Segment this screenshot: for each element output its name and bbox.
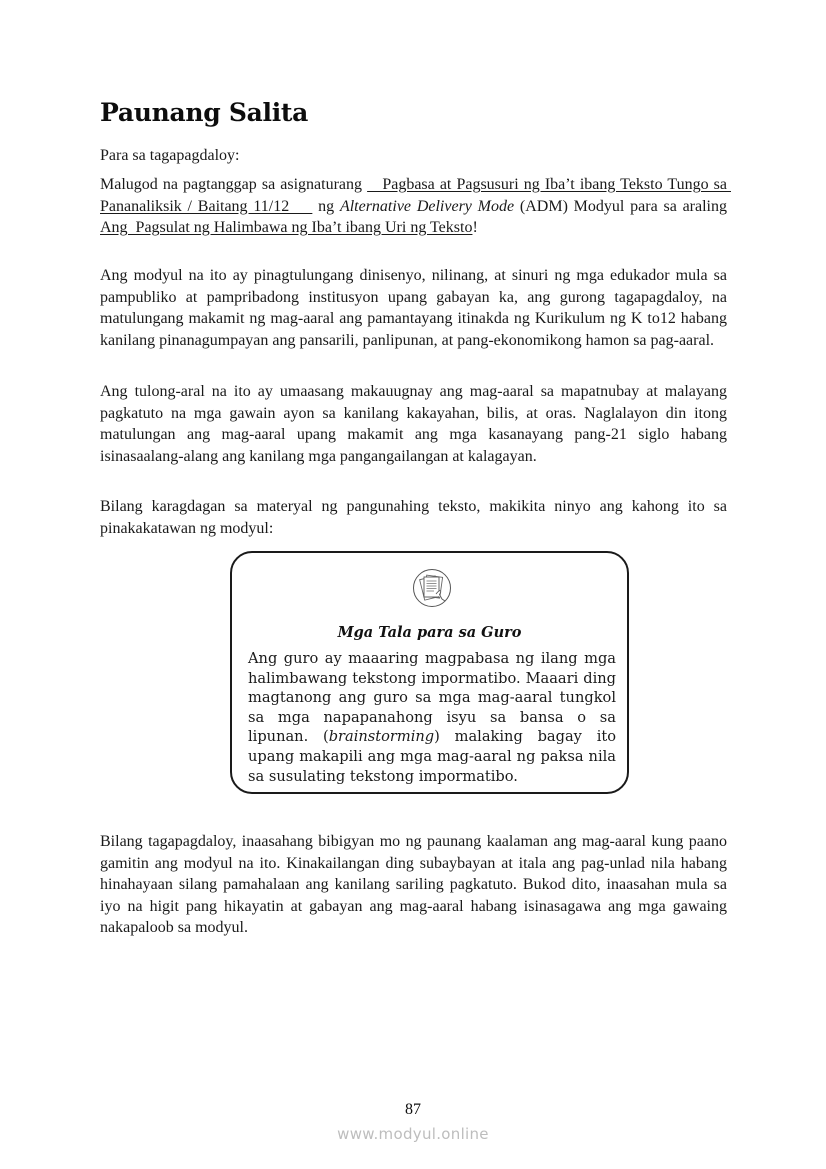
- teacher-notes-body: [248, 649, 616, 786]
- greeting: Para sa tagapagdaloy:: [100, 147, 240, 164]
- adm-term: Alternative Delivery Mode: [339, 197, 515, 215]
- lesson-title: Ang Pagsulat ng Halimbawa ng Iba’t ibang Uri ng Teksto: [100, 219, 473, 236]
- paragraph-design: Ang modyul na ito ay pinagtulungang dinisenyo, nilinang, at sinuri ng mga edukador mula sa pampubliko at pampribadong institusyon upang gabayan ka, ang gurong tagapagdaloy, na matulungang makamit ng mag-aaral ang pamantayang itinakda ng Kurikulum ng K to12 habang kanilang pinanagumpayan ang pansarili, panlipunan, at pang-ekonomikong hamon sa pag-aaral.: [100, 267, 727, 349]
- intro-connector: ng: [312, 197, 340, 215]
- notes-body-start: Ang guro ay maaaring magpabasa ng ilang mga halimbawang tekstong impormatibo. Maaari ding magtanong ang guro sa mga mag-aaral tungkol sa mga napapanahong isyu sa bansa o sa lipunan. (: [248, 650, 616, 746]
- teacher-notes-title: Mga Tala para sa Guro: [337, 624, 522, 641]
- brainstorming-term: brainstorming: [328, 728, 435, 746]
- closing-paragraph: Bilang tagapagdaloy, inaasahang bibigyan mo ng paunang kaalaman ang mag-aaral kung paano gamitin ang modyul na ito. Kinakailangan ding subaybayan at itala ang pag-unlad nila habang hinahayaan silang pamahalaan ang kanilang sariling pagkatuto. Bukod dito, inaasahan mula sa iyo na higit pang hikayatin at gabayan ang mag-aaral habang isinasagawa ang mga gawaing nakapaloob sa modyul.: [100, 833, 727, 936]
- watermark: www.modyul.online: [337, 1125, 489, 1143]
- notes-body-end: ) malaking bagay ito upang makapili ang mga mag-aaral ng paksa nila sa susulating tekstong impormatibo.: [248, 728, 617, 785]
- paragraph-karagdagan: Bilang karagdagan sa materyal ng pangunahing teksto, makikita ninyo ang kahong ito sa pinakakatawan ng modyul:: [100, 498, 727, 537]
- intro-paragraph: [100, 174, 731, 239]
- teacher-notes-icon: [412, 568, 452, 608]
- subject-name: Pagbasa at Pagsusuri ng Iba’t ibang Teksto Tungo sa Pananaliksik / Baitang 11/12: [100, 176, 731, 215]
- intro-lead: Malugod na pagtanggap sa asignaturang: [100, 176, 368, 193]
- intro-adm-rest: (ADM) Modyul para sa araling: [514, 197, 727, 215]
- page-number: 87: [405, 1101, 421, 1118]
- page-title: Paunang Salita: [100, 98, 309, 127]
- intro-ending: !: [472, 219, 478, 236]
- paragraph-tulong-aral: Ang tulong-aral na ito ay umaasang makauugnay ang mag-aaral sa mapatnubay at malayang pagkatuto na mga gawain ayon sa kanilang kakayahan, bilis, at oras. Naglalayon din itong matulungan ang mag-aaral upang makamit ang mga kasanayang pang-21 siglo habang isinasaalang-alang ang kanilang mga pangangailangan at kalagayan.: [100, 383, 727, 465]
- teacher-notes-box: [230, 551, 629, 794]
